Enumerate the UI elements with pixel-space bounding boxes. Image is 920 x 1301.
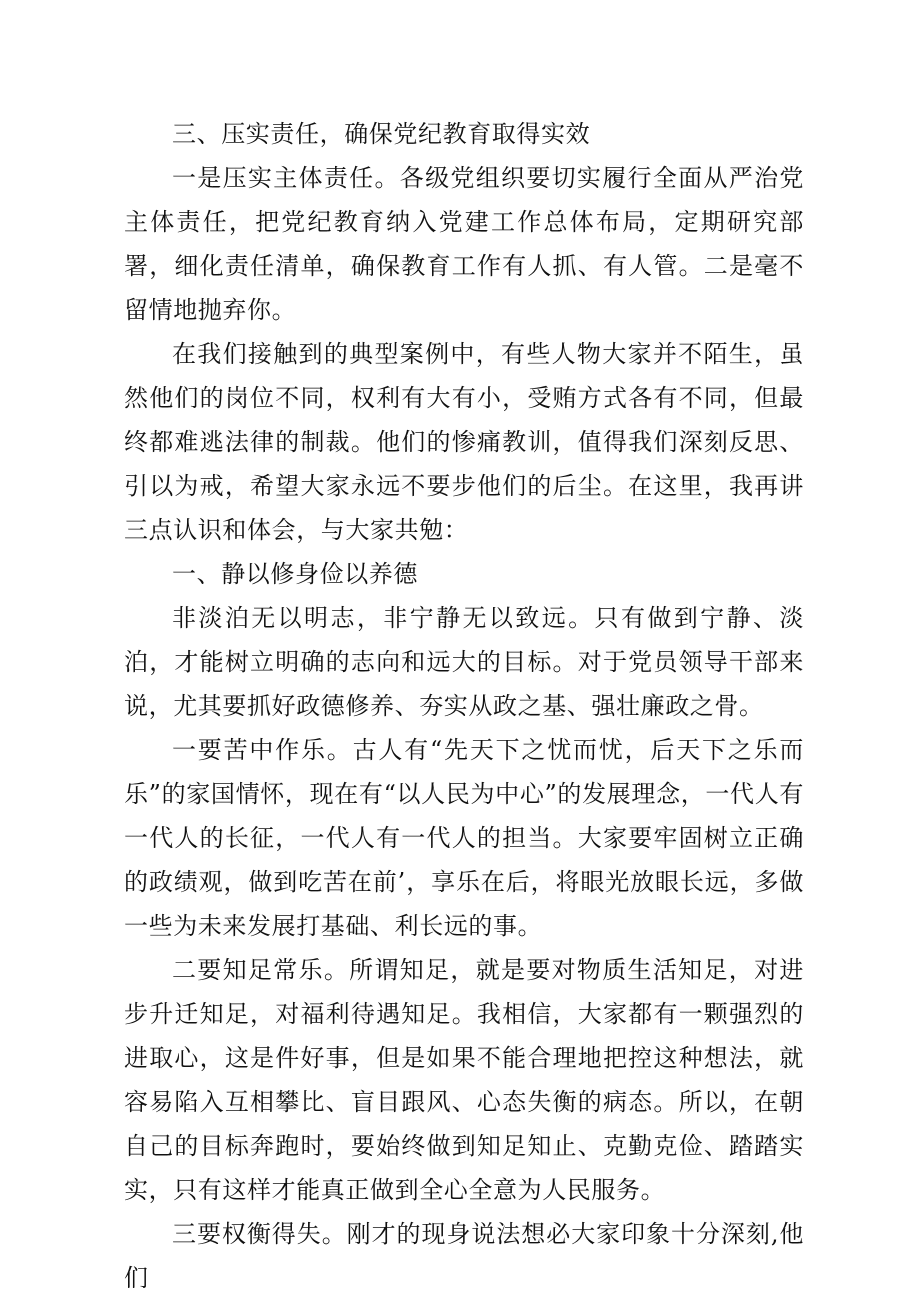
- section-heading-three: 三、压实责任，确保党纪教育取得实效: [172, 120, 591, 148]
- paragraph-weigh-gains-losses: 三要权衡得失。刚才的现身说法想必大家印象十分深刻,他们: [124, 1220, 804, 1292]
- paragraph-typical-cases: 在我们接触到的典型案例中，有些人物大家并不陌生，虽然他们的岗位不同，权利有大有小，受贿方式各有不同，但最终都难逃法律的制裁。他们的惨痛教训，值得我们深刻反思、引以为戒，希望大家永远不要步他们的后尘。在这里，我再讲三点认识和体会，与大家共勉：: [124, 340, 804, 544]
- paragraph-tranquility: 非淡泊无以明志，非宁静无以致远。只有做到宁静、淡泊，才能树立明确的志向和远大的目标。对于党员领导干部来说，尤其要抓好政德修养、夯实从政之基、强壮廉政之骨。: [124, 604, 804, 720]
- document-body: [124, 112, 804, 1300]
- paragraph-main-responsibility: 一是压实主体责任。各级党组织要切实履行全面从严治党主体责任，把党纪教育纳入党建工作总体布局，定期研究部署，细化责任清单，确保教育工作有人抓、有人管。二是毫不留情地抛弃你。: [124, 164, 804, 324]
- paragraph-contentment: 二要知足常乐。所谓知足，就是要对物质生活知足，对进步升迁知足，对福利待遇知足。我相信，大家都有一颗强烈的进取心，这是件好事，但是如果不能合理地把控这种想法，就容易陷入互相攀比、盲目跟风、心态失衡的病态。所以，在朝自己的目标奔跑时，要始终做到知足知止、克勤克俭、踏踏实实，只有这样才能真正做到全心全意为人民服务。: [124, 956, 804, 1204]
- section-heading-one: 一、静以修身俭以养德: [172, 560, 418, 588]
- paragraph-hardship: 一要苦中作乐。古人有“先天下之忧而忧，后天下之乐而乐”的家国情怀，现在有“以人民为中心”的发展理念，一代人有一代人的长征，一代人有一代人的担当。大家要牢固树立正确的政绩观，做到吃苦在前’，享乐在后，将眼光放眼长远，多做一些为未来发展打基础、利长远的事。: [124, 736, 804, 940]
